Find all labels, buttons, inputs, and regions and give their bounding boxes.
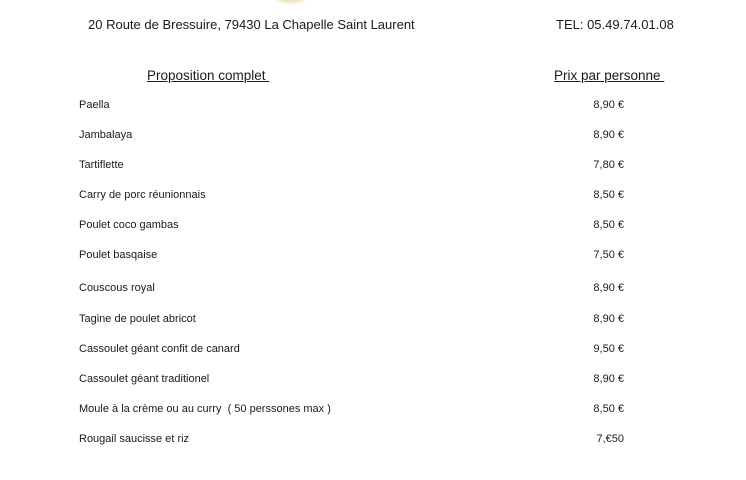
table-row <box>0 219 746 235</box>
column-header-dish: Proposition complet <box>147 68 270 83</box>
dish-name: Rougail saucisse et riz <box>79 433 190 445</box>
address-text: 20 Route de Bressuire, 79430 La Chapelle Saint Laurent <box>88 17 415 32</box>
dish-price: 8,50 € <box>593 189 624 201</box>
dish-price: 8,50 € <box>593 219 624 231</box>
table-row <box>0 159 746 175</box>
table-row <box>0 343 746 359</box>
dish-name: Tartiflette <box>79 159 124 171</box>
column-header-price: Prix par personne <box>554 68 665 83</box>
table-row <box>0 129 746 145</box>
dish-price: 8,90 € <box>593 282 624 294</box>
dish-price: 8,50 € <box>593 403 624 415</box>
dish-price: 8,90 € <box>593 313 624 325</box>
table-row <box>0 282 746 298</box>
phone-text: TEL: 05.49.74.01.08 <box>556 17 674 32</box>
table-row <box>0 249 746 265</box>
dish-name: Jambalaya <box>79 129 133 141</box>
dish-price: 8,90 € <box>593 129 624 141</box>
table-row <box>0 403 746 419</box>
dish-price: 7,80 € <box>593 159 624 171</box>
dish-name: Paella <box>79 99 110 111</box>
dish-name: Tagine de poulet abricot <box>79 313 196 325</box>
dish-name: Couscous royal <box>79 282 155 294</box>
dish-name: Carry de porc réunionnais <box>79 189 206 201</box>
dish-price: 9,50 € <box>593 343 624 355</box>
dish-name: Poulet basqaise <box>79 249 158 261</box>
dish-name: Cassoulet géant confit de canard <box>79 343 240 355</box>
dish-name: Cassoulet géant traditionel <box>79 373 210 385</box>
logo-arc-icon <box>276 0 306 4</box>
table-row <box>0 373 746 389</box>
dish-price: 7,€50 <box>596 433 624 445</box>
table-row <box>0 433 746 449</box>
dish-price: 8,90 € <box>593 99 624 111</box>
table-row <box>0 99 746 115</box>
dish-name: Moule à la crème ou au curry ( 50 perssones max ) <box>79 403 331 415</box>
dish-price: 8,90 € <box>593 373 624 385</box>
dish-price: 7,50 € <box>593 249 624 261</box>
table-row <box>0 313 746 329</box>
dish-name: Poulet coco gambas <box>79 219 179 231</box>
table-row <box>0 189 746 205</box>
